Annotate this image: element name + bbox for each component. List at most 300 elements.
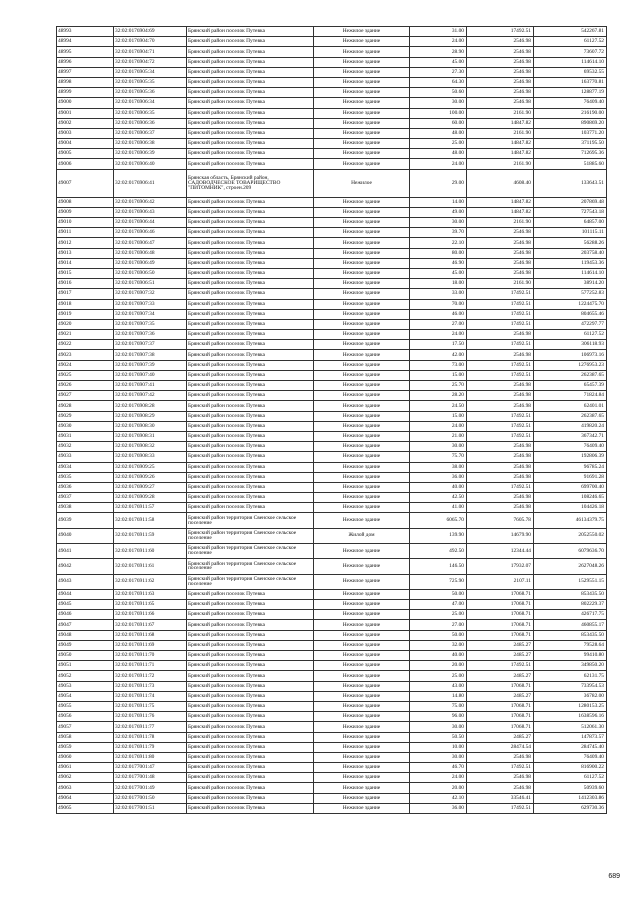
table-row bbox=[57, 289, 607, 299]
row-number-cell: 49007 bbox=[57, 169, 114, 197]
table-row bbox=[57, 783, 607, 793]
address-cell: Брянский район поселок Путевка bbox=[187, 139, 314, 149]
row-number-cell: 49032 bbox=[57, 442, 114, 452]
area-cell: 100.00 bbox=[410, 108, 467, 118]
unit-value-cell: 17068.71 bbox=[467, 701, 534, 711]
area-cell: 30.00 bbox=[410, 218, 467, 228]
row-number-cell: 49053 bbox=[57, 681, 114, 691]
table-row bbox=[57, 248, 607, 258]
address-cell: Брянский район поселок Путевка bbox=[187, 431, 314, 441]
unit-value-cell: 17492.51 bbox=[467, 482, 534, 492]
cadastral-number-cell: 32:02:0176911:68 bbox=[114, 630, 187, 640]
area-cell: 17.50 bbox=[410, 340, 467, 350]
address-cell: Брянский район поселок Путевка bbox=[187, 319, 314, 329]
cadastral-number-cell: 32:02:0176906:43 bbox=[114, 207, 187, 217]
cadastral-value-cell: 108246.65 bbox=[534, 493, 607, 503]
unit-value-cell: 2485.27 bbox=[467, 732, 534, 742]
address-cell: Брянский район поселок Путевка bbox=[187, 503, 314, 513]
cadastral-value-cell: 6079636.70 bbox=[534, 544, 607, 559]
address-cell: Брянский район поселок Путевка bbox=[187, 691, 314, 701]
object-type-cell: Нежилое здание bbox=[314, 98, 410, 108]
cadastral-number-cell: 32:02:0176909:26 bbox=[114, 472, 187, 482]
object-type-cell: Нежилое здание bbox=[314, 248, 410, 258]
row-number-cell: 49063 bbox=[57, 783, 114, 793]
address-cell: Брянский район поселок Путевка bbox=[187, 381, 314, 391]
address-cell: Брянский район поселок Путевка bbox=[187, 88, 314, 98]
object-type-cell: Нежилое здание bbox=[314, 630, 410, 640]
row-number-cell: 49040 bbox=[57, 528, 114, 543]
cadastral-value-cell: 61127.52 bbox=[534, 330, 607, 340]
table-row bbox=[57, 482, 607, 492]
address-cell: Брянский район поселок Путевка bbox=[187, 370, 314, 380]
cadastral-number-cell: 32:02:0176904:69 bbox=[114, 27, 187, 37]
row-number-cell: 49011 bbox=[57, 228, 114, 238]
area-cell: 50.50 bbox=[410, 732, 467, 742]
cadastral-value-cell: 472297.77 bbox=[534, 319, 607, 329]
address-cell: Брянский район поселок Путевка bbox=[187, 411, 314, 421]
object-type-cell: Нежилое здание bbox=[314, 350, 410, 360]
object-type-cell: Нежилое здание bbox=[314, 452, 410, 462]
table-row bbox=[57, 803, 607, 813]
cadastral-number-cell: 32:02:0177001:50 bbox=[114, 793, 187, 803]
cadastral-value-cell: 262387.65 bbox=[534, 370, 607, 380]
cadastral-value-cell: 114614.10 bbox=[534, 57, 607, 67]
unit-value-cell: 17492.51 bbox=[467, 309, 534, 319]
area-cell: 6065.70 bbox=[410, 513, 467, 528]
cadastral-number-cell: 32:02:0176911:59 bbox=[114, 528, 187, 543]
unit-value-cell: 2161.90 bbox=[467, 279, 534, 289]
cadastral-number-cell: 32:02:0177001:49 bbox=[114, 783, 187, 793]
address-cell: Брянский район поселок Путевка bbox=[187, 268, 314, 278]
unit-value-cell: 2161.90 bbox=[467, 128, 534, 138]
address-cell: Брянский район поселок Путевка bbox=[187, 27, 314, 37]
area-cell: 492.50 bbox=[410, 544, 467, 559]
cadastral-value-cell: 804655.46 bbox=[534, 309, 607, 319]
cadastral-value-cell: 65457.39 bbox=[534, 381, 607, 391]
row-number-cell: 49023 bbox=[57, 350, 114, 360]
unit-value-cell: 2546.98 bbox=[467, 493, 534, 503]
row-number-cell: 49031 bbox=[57, 431, 114, 441]
table-row bbox=[57, 381, 607, 391]
cadastral-number-cell: 32:02:0176904:72 bbox=[114, 57, 187, 67]
table-row bbox=[57, 712, 607, 722]
object-type-cell: Нежилое здание bbox=[314, 763, 410, 773]
address-cell: Брянский район поселок Путевка bbox=[187, 783, 314, 793]
object-type-cell: Нежилое здание bbox=[314, 513, 410, 528]
unit-value-cell: 17492.51 bbox=[467, 803, 534, 813]
unit-value-cell: 17068.71 bbox=[467, 630, 534, 640]
object-type-cell: Нежилое здание bbox=[314, 207, 410, 217]
unit-value-cell: 17492.51 bbox=[467, 319, 534, 329]
unit-value-cell: 17492.51 bbox=[467, 340, 534, 350]
area-cell: 49.00 bbox=[410, 207, 467, 217]
cadastral-number-cell: 32:02:0177001:51 bbox=[114, 803, 187, 813]
unit-value-cell: 14847.82 bbox=[467, 139, 534, 149]
address-cell: Брянский район поселок Путевка bbox=[187, 651, 314, 661]
cadastral-number-cell: 32:02:0176906:37 bbox=[114, 128, 187, 138]
row-number-cell: 49033 bbox=[57, 452, 114, 462]
area-cell: 48.00 bbox=[410, 149, 467, 159]
row-number-cell: 49038 bbox=[57, 503, 114, 513]
table-row bbox=[57, 128, 607, 138]
table-row bbox=[57, 238, 607, 248]
address-cell: Брянский район поселок Путевка bbox=[187, 258, 314, 268]
unit-value-cell: 17068.71 bbox=[467, 681, 534, 691]
table-row bbox=[57, 493, 607, 503]
cadastral-value-cell: 101115.11 bbox=[534, 228, 607, 238]
cadastral-value-cell: 371195.50 bbox=[534, 139, 607, 149]
cadastral-number-cell: 32:02:0176911:62 bbox=[114, 574, 187, 589]
area-cell: 48.00 bbox=[410, 128, 467, 138]
table-row bbox=[57, 197, 607, 207]
table-row bbox=[57, 149, 607, 159]
unit-value-cell: 7605.78 bbox=[467, 513, 534, 528]
object-type-cell: Нежилое здание bbox=[314, 574, 410, 589]
unit-value-cell: 17492.51 bbox=[467, 411, 534, 421]
address-cell: Брянский район поселок Путевка bbox=[187, 279, 314, 289]
cadastral-number-cell: 32:02:0176904:70 bbox=[114, 37, 187, 47]
unit-value-cell: 17068.71 bbox=[467, 600, 534, 610]
table-row bbox=[57, 701, 607, 711]
cadastral-number-cell: 32:02:0176911:74 bbox=[114, 691, 187, 701]
cadastral-value-cell: 147873.57 bbox=[534, 732, 607, 742]
cadastral-value-cell: 64857.00 bbox=[534, 218, 607, 228]
unit-value-cell: 2546.98 bbox=[467, 773, 534, 783]
unit-value-cell: 17492.51 bbox=[467, 289, 534, 299]
area-cell: 24.00 bbox=[410, 421, 467, 431]
cadastral-number-cell: 32:02:0176905:35 bbox=[114, 77, 187, 87]
table-row bbox=[57, 773, 607, 783]
address-cell: Брянский район территория Свенское сельское поселение bbox=[187, 574, 314, 589]
unit-value-cell: 14847.82 bbox=[467, 118, 534, 128]
table-row bbox=[57, 207, 607, 217]
object-type-cell: Нежилое здание bbox=[314, 671, 410, 681]
object-type-cell: Нежилое здание bbox=[314, 620, 410, 630]
area-cell: 47.00 bbox=[410, 600, 467, 610]
cadastral-value-cell: 76409.40 bbox=[534, 752, 607, 762]
row-number-cell: 49016 bbox=[57, 279, 114, 289]
unit-value-cell: 2107.11 bbox=[467, 574, 534, 589]
table-row bbox=[57, 228, 607, 238]
cadastral-number-cell: 32:02:0176911:69 bbox=[114, 640, 187, 650]
cadastral-number-cell: 32:02:0176907:37 bbox=[114, 340, 187, 350]
address-cell: Брянский район поселок Путевка bbox=[187, 630, 314, 640]
row-number-cell: 49048 bbox=[57, 630, 114, 640]
row-number-cell: 49012 bbox=[57, 238, 114, 248]
cadastral-value-cell: 349850.20 bbox=[534, 661, 607, 671]
object-type-cell: Нежилое здание bbox=[314, 431, 410, 441]
unit-value-cell: 2546.98 bbox=[467, 503, 534, 513]
object-type-cell: Нежилое здание bbox=[314, 722, 410, 732]
address-cell: Брянский район территория Свенское сельское поселение bbox=[187, 513, 314, 528]
cadastral-value-cell: 61127.52 bbox=[534, 773, 607, 783]
unit-value-cell: 17492.51 bbox=[467, 763, 534, 773]
address-cell: Брянский район поселок Путевка bbox=[187, 600, 314, 610]
cadastral-value-cell: 96785.24 bbox=[534, 462, 607, 472]
table-row bbox=[57, 671, 607, 681]
row-number-cell: 49025 bbox=[57, 370, 114, 380]
cadastral-number-cell: 32:02:0176911:76 bbox=[114, 712, 187, 722]
cadastral-value-table bbox=[56, 26, 607, 814]
cadastral-value-cell: 62401.01 bbox=[534, 401, 607, 411]
area-cell: 36.00 bbox=[410, 472, 467, 482]
cadastral-number-cell: 32:02:0176907:36 bbox=[114, 330, 187, 340]
cadastral-value-cell: 73607.72 bbox=[534, 47, 607, 57]
cadastral-value-cell: 802229.37 bbox=[534, 600, 607, 610]
cadastral-value-cell: 119453.36 bbox=[534, 258, 607, 268]
cadastral-value-cell: 76409.40 bbox=[534, 442, 607, 452]
address-cell: Брянский район поселок Путевка bbox=[187, 197, 314, 207]
unit-value-cell: 2161.90 bbox=[467, 159, 534, 169]
object-type-cell: Нежилое здание bbox=[314, 238, 410, 248]
area-cell: 30.00 bbox=[410, 722, 467, 732]
table-row bbox=[57, 691, 607, 701]
area-cell: 18.00 bbox=[410, 279, 467, 289]
object-type-cell: Нежилое здание bbox=[314, 118, 410, 128]
cadastral-number-cell: 32:02:0176911:67 bbox=[114, 620, 187, 630]
area-cell: 27.00 bbox=[410, 620, 467, 630]
area-cell: 96.00 bbox=[410, 712, 467, 722]
address-cell: Брянский район поселок Путевка bbox=[187, 472, 314, 482]
object-type-cell: Нежилое здание bbox=[314, 691, 410, 701]
table-row bbox=[57, 681, 607, 691]
table-body bbox=[57, 27, 607, 814]
table-row bbox=[57, 27, 607, 37]
area-cell: 30.00 bbox=[410, 98, 467, 108]
cadastral-number-cell: 32:02:0176906:36 bbox=[114, 118, 187, 128]
cadastral-value-cell: 133643.51 bbox=[534, 169, 607, 197]
area-cell: 14.80 bbox=[410, 691, 467, 701]
row-number-cell: 49035 bbox=[57, 472, 114, 482]
table-row bbox=[57, 299, 607, 309]
address-cell: Брянский район поселок Путевка bbox=[187, 742, 314, 752]
unit-value-cell: 2546.98 bbox=[467, 268, 534, 278]
row-number-cell: 49046 bbox=[57, 610, 114, 620]
area-cell: 43.00 bbox=[410, 681, 467, 691]
table-row bbox=[57, 722, 607, 732]
table-row bbox=[57, 330, 607, 340]
object-type-cell: Нежилое здание bbox=[314, 783, 410, 793]
row-number-cell: 49014 bbox=[57, 258, 114, 268]
cadastral-value-cell: 629730.36 bbox=[534, 803, 607, 813]
object-type-cell: Нежилое здание bbox=[314, 462, 410, 472]
unit-value-cell: 2546.98 bbox=[467, 381, 534, 391]
cadastral-value-cell: 76409.40 bbox=[534, 98, 607, 108]
cadastral-value-cell: 71824.84 bbox=[534, 391, 607, 401]
area-cell: 45.00 bbox=[410, 57, 467, 67]
row-number-cell: 49001 bbox=[57, 108, 114, 118]
unit-value-cell: 2546.98 bbox=[467, 330, 534, 340]
cadastral-number-cell: 32:02:0176911:61 bbox=[114, 559, 187, 574]
area-cell: 24.50 bbox=[410, 401, 467, 411]
object-type-cell: Нежилое здание bbox=[314, 67, 410, 77]
row-number-cell: 49051 bbox=[57, 661, 114, 671]
address-cell: Брянский район поселок Путевка bbox=[187, 118, 314, 128]
address-cell: Брянский район поселок Путевка bbox=[187, 37, 314, 47]
cadastral-value-cell: 114614.10 bbox=[534, 268, 607, 278]
table-row bbox=[57, 77, 607, 87]
row-number-cell: 49054 bbox=[57, 691, 114, 701]
cadastral-number-cell: 32:02:0176905:34 bbox=[114, 67, 187, 77]
cadastral-value-cell: 104426.18 bbox=[534, 503, 607, 513]
row-number-cell: 49060 bbox=[57, 752, 114, 762]
cadastral-number-cell: 32:02:0176906:44 bbox=[114, 218, 187, 228]
area-cell: 139.90 bbox=[410, 528, 467, 543]
area-cell: 40.00 bbox=[410, 651, 467, 661]
object-type-cell: Нежилое здание bbox=[314, 421, 410, 431]
area-cell: 30.00 bbox=[410, 752, 467, 762]
cadastral-value-cell: 699700.40 bbox=[534, 482, 607, 492]
address-cell: Брянский район поселок Путевка bbox=[187, 218, 314, 228]
cadastral-value-cell: 853435.50 bbox=[534, 630, 607, 640]
address-cell: Брянский район поселок Путевка bbox=[187, 149, 314, 159]
row-number-cell: 48993 bbox=[57, 27, 114, 37]
unit-value-cell: 2546.98 bbox=[467, 67, 534, 77]
cadastral-value-cell: 577252.83 bbox=[534, 289, 607, 299]
address-cell: Брянский район поселок Путевка bbox=[187, 350, 314, 360]
area-cell: 60.00 bbox=[410, 118, 467, 128]
unit-value-cell: 2546.98 bbox=[467, 37, 534, 47]
unit-value-cell: 2546.98 bbox=[467, 248, 534, 258]
row-number-cell: 49058 bbox=[57, 732, 114, 742]
area-cell: 10.00 bbox=[410, 742, 467, 752]
cadastral-number-cell: 32:02:0177001:47 bbox=[114, 763, 187, 773]
cadastral-value-cell: 1280153.25 bbox=[534, 701, 607, 711]
object-type-cell: Нежилое здание bbox=[314, 742, 410, 752]
cadastral-value-cell: 36782.00 bbox=[534, 691, 607, 701]
cadastral-value-cell: 512061.30 bbox=[534, 722, 607, 732]
table-row bbox=[57, 752, 607, 762]
cadastral-number-cell: 32:02:0176906:40 bbox=[114, 159, 187, 169]
unit-value-cell: 2546.98 bbox=[467, 472, 534, 482]
area-cell: 15.00 bbox=[410, 370, 467, 380]
row-number-cell: 48997 bbox=[57, 67, 114, 77]
object-type-cell: Нежилое здание bbox=[314, 472, 410, 482]
object-type-cell: Нежилое здание bbox=[314, 159, 410, 169]
address-cell: Брянский район поселок Путевка bbox=[187, 442, 314, 452]
object-type-cell: Нежилое здание bbox=[314, 640, 410, 650]
row-number-cell: 49037 bbox=[57, 493, 114, 503]
row-number-cell: 49065 bbox=[57, 803, 114, 813]
object-type-cell: Нежилое здание bbox=[314, 309, 410, 319]
row-number-cell: 49044 bbox=[57, 589, 114, 599]
unit-value-cell: 2546.98 bbox=[467, 47, 534, 57]
table-row bbox=[57, 370, 607, 380]
address-cell: Брянский район поселок Путевка bbox=[187, 330, 314, 340]
row-number-cell: 49045 bbox=[57, 600, 114, 610]
table-row bbox=[57, 57, 607, 67]
address-cell: Брянский район территория Свенское сельское поселение bbox=[187, 528, 314, 543]
cadastral-value-cell: 106973.16 bbox=[534, 350, 607, 360]
cadastral-value-cell: 853435.50 bbox=[534, 589, 607, 599]
address-cell: Брянский район поселок Путевка bbox=[187, 701, 314, 711]
table-row bbox=[57, 340, 607, 350]
row-number-cell: 49020 bbox=[57, 319, 114, 329]
unit-value-cell: 2546.98 bbox=[467, 98, 534, 108]
unit-value-cell: 17068.71 bbox=[467, 712, 534, 722]
cadastral-value-cell: 426717.75 bbox=[534, 610, 607, 620]
object-type-cell: Нежилое здание bbox=[314, 803, 410, 813]
address-cell: Брянский район территория Свенское сельское поселение bbox=[187, 559, 314, 574]
table-row bbox=[57, 442, 607, 452]
cadastral-value-cell: 733954.53 bbox=[534, 681, 607, 691]
unit-value-cell: 2546.98 bbox=[467, 462, 534, 472]
area-cell: 15.00 bbox=[410, 411, 467, 421]
table-row bbox=[57, 589, 607, 599]
object-type-cell: Нежилое здание bbox=[314, 197, 410, 207]
area-cell: 25.00 bbox=[410, 139, 467, 149]
table-row bbox=[57, 661, 607, 671]
row-number-cell: 49021 bbox=[57, 330, 114, 340]
cadastral-number-cell: 32:02:0176904:71 bbox=[114, 47, 187, 57]
address-cell: Брянский район поселок Путевка bbox=[187, 340, 314, 350]
object-type-cell: Нежилое здание bbox=[314, 228, 410, 238]
address-cell: Брянский район поселок Путевка bbox=[187, 763, 314, 773]
unit-value-cell: 2546.98 bbox=[467, 783, 534, 793]
table-row bbox=[57, 528, 607, 543]
area-cell: 20.00 bbox=[410, 783, 467, 793]
object-type-cell: Нежилое здание bbox=[314, 411, 410, 421]
object-type-cell: Нежилое здание bbox=[314, 681, 410, 691]
object-type-cell: Нежилое здание bbox=[314, 340, 410, 350]
cadastral-number-cell: 32:02:0176908:32 bbox=[114, 442, 187, 452]
table-row bbox=[57, 462, 607, 472]
unit-value-cell: 2546.98 bbox=[467, 77, 534, 87]
address-cell: Брянский район поселок Путевка bbox=[187, 681, 314, 691]
area-cell: 27.30 bbox=[410, 67, 467, 77]
row-number-cell: 48998 bbox=[57, 77, 114, 87]
table-row bbox=[57, 793, 607, 803]
table-row bbox=[57, 169, 607, 197]
table-row bbox=[57, 452, 607, 462]
object-type-cell: Нежилое здание bbox=[314, 360, 410, 370]
unit-value-cell: 2546.98 bbox=[467, 57, 534, 67]
unit-value-cell: 2546.98 bbox=[467, 401, 534, 411]
object-type-cell: Нежилое здание bbox=[314, 289, 410, 299]
cadastral-number-cell: 32:02:0176911:75 bbox=[114, 701, 187, 711]
unit-value-cell: 2485.27 bbox=[467, 651, 534, 661]
cadastral-number-cell: 32:02:0176911:73 bbox=[114, 681, 187, 691]
row-number-cell: 49004 bbox=[57, 139, 114, 149]
row-number-cell: 49039 bbox=[57, 513, 114, 528]
table-row bbox=[57, 411, 607, 421]
unit-value-cell: 17492.51 bbox=[467, 360, 534, 370]
address-cell: Брянский район поселок Путевка bbox=[187, 299, 314, 309]
address-cell: Брянский район поселок Путевка bbox=[187, 452, 314, 462]
object-type-cell: Нежилое здание bbox=[314, 493, 410, 503]
cadastral-value-cell: 2052550.02 bbox=[534, 528, 607, 543]
row-number-cell: 49036 bbox=[57, 482, 114, 492]
object-type-cell: Нежилое здание bbox=[314, 279, 410, 289]
address-cell: Брянский район поселок Путевка bbox=[187, 722, 314, 732]
area-cell: 50.60 bbox=[410, 88, 467, 98]
area-cell: 40.00 bbox=[410, 482, 467, 492]
object-type-cell: Нежилое здание bbox=[314, 401, 410, 411]
object-type-cell: Нежилое здание bbox=[314, 442, 410, 452]
object-type-cell: Нежилое здание bbox=[314, 37, 410, 47]
table-row bbox=[57, 88, 607, 98]
cadastral-number-cell: 32:02:0176906:41 bbox=[114, 169, 187, 197]
cadastral-value-cell: 50939.60 bbox=[534, 783, 607, 793]
cadastral-value-cell: 56288.26 bbox=[534, 238, 607, 248]
cadastral-number-cell: 32:02:0176911:78 bbox=[114, 732, 187, 742]
cadastral-value-cell: 216190.00 bbox=[534, 108, 607, 118]
table-row bbox=[57, 401, 607, 411]
address-cell: Брянский район поселок Путевка bbox=[187, 421, 314, 431]
object-type-cell: Нежилое здание bbox=[314, 544, 410, 559]
address-cell: Брянский район поселок Путевка bbox=[187, 228, 314, 238]
cadastral-value-cell: 207869.48 bbox=[534, 197, 607, 207]
